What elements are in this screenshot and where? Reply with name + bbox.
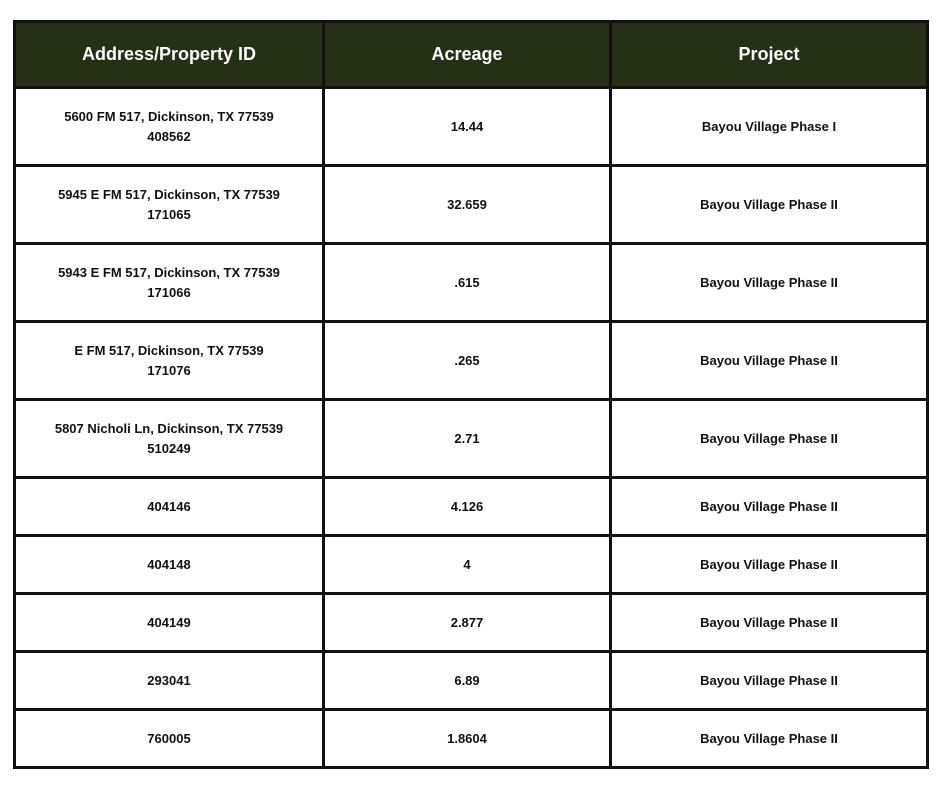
table-row: [15, 166, 928, 244]
property-id-cell: 404148: [15, 536, 324, 594]
address-cell: [15, 244, 324, 322]
header-project: Project: [611, 22, 928, 88]
acreage-cell: 2.71: [324, 400, 611, 478]
project-cell: Bayou Village Phase II: [611, 244, 928, 322]
acreage-cell: 4.126: [324, 478, 611, 536]
acreage-cell: .615: [324, 244, 611, 322]
table-row: [15, 594, 928, 652]
project-cell: Bayou Village Phase II: [611, 536, 928, 594]
project-cell: Bayou Village Phase II: [611, 322, 928, 400]
property-id-text: 171066: [147, 284, 191, 300]
property-id-cell: 293041: [15, 652, 324, 710]
table-row: [15, 536, 928, 594]
property-id-text: 171076: [147, 362, 191, 378]
property-id-cell: 760005: [15, 710, 324, 768]
address-text: E FM 517, Dickinson, TX 77539: [74, 342, 264, 358]
property-id-cell: 404146: [15, 478, 324, 536]
address-text: 5943 E FM 517, Dickinson, TX 77539: [58, 264, 280, 280]
address-cell: [15, 166, 324, 244]
acreage-cell: 14.44: [324, 88, 611, 166]
project-cell: Bayou Village Phase II: [611, 710, 928, 768]
acreage-cell: .265: [324, 322, 611, 400]
project-cell: Bayou Village Phase II: [611, 400, 928, 478]
acreage-cell: 1.8604: [324, 710, 611, 768]
address-cell: [15, 88, 324, 166]
project-cell: Bayou Village Phase II: [611, 652, 928, 710]
project-cell: Bayou Village Phase I: [611, 88, 928, 166]
project-cell: Bayou Village Phase II: [611, 478, 928, 536]
property-id-cell: 404149: [15, 594, 324, 652]
table-row: [15, 400, 928, 478]
property-id-text: 408562: [147, 128, 191, 144]
acreage-cell: 6.89: [324, 652, 611, 710]
header-acreage: Acreage: [324, 22, 611, 88]
address-text: 5807 Nicholi Ln, Dickinson, TX 77539: [54, 420, 284, 436]
project-cell: Bayou Village Phase II: [611, 166, 928, 244]
acreage-cell: 4: [324, 536, 611, 594]
address-cell: [15, 322, 324, 400]
acreage-cell: 2.877: [324, 594, 611, 652]
table-row: [15, 478, 928, 536]
address-text: 5600 FM 517, Dickinson, TX 77539: [64, 108, 274, 124]
table-row: [15, 710, 928, 768]
table-header-row: [15, 22, 928, 88]
property-table-container: [13, 20, 926, 769]
table-row: [15, 652, 928, 710]
acreage-cell: 32.659: [324, 166, 611, 244]
table-row: [15, 88, 928, 166]
header-address-property-id: Address/Property ID: [15, 22, 324, 88]
property-id-text: 171065: [147, 206, 191, 222]
address-cell: [15, 400, 324, 478]
address-text: 5945 E FM 517, Dickinson, TX 77539: [58, 186, 280, 202]
property-id-text: 510249: [147, 440, 191, 456]
project-cell: Bayou Village Phase II: [611, 594, 928, 652]
property-table: [13, 20, 929, 769]
table-row: [15, 244, 928, 322]
table-row: [15, 322, 928, 400]
